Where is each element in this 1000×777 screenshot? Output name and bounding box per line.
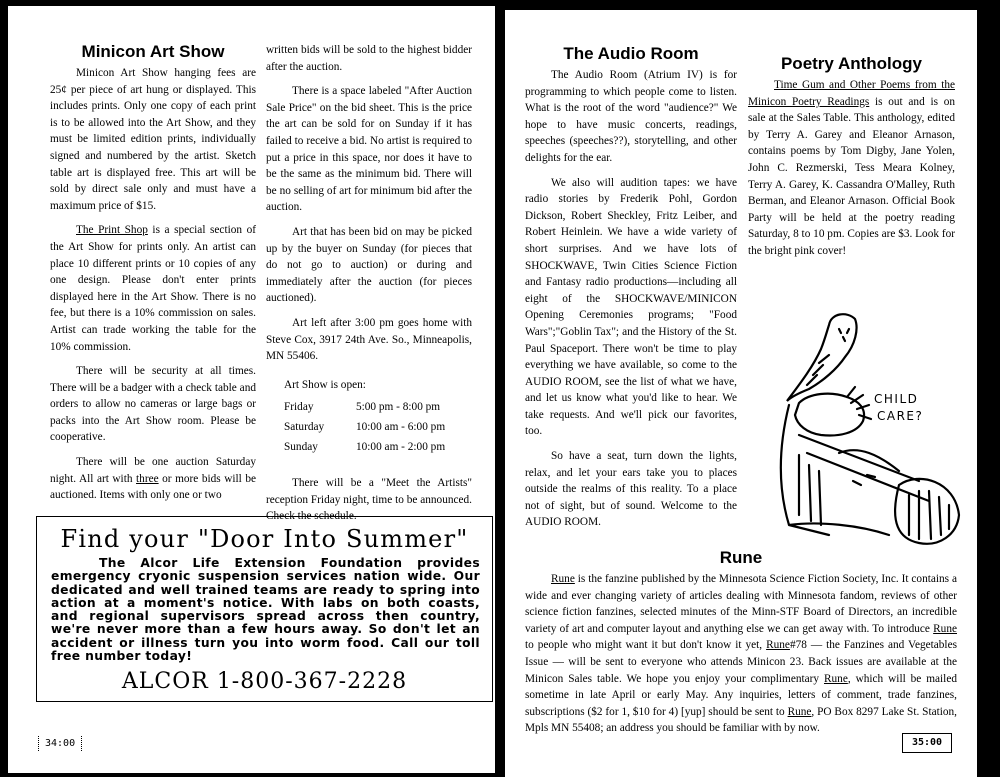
- rune-title: Rune: [719, 548, 763, 567]
- security-paragraph: There will be security at all times. There will be a badger with a check table and orders to allow no cameras or large bags or packs into the Art Show room. Please be cooperative.: [50, 365, 256, 444]
- audio-room-paragraph: The Audio Room (Atrium IV) is for programming to which people come to listen. What is the root of the word "audience?" We hope to have music concerts, readings, speeches (speeches??), storytelling, and other delights for the ear.: [525, 69, 737, 164]
- audio-room-column: [525, 44, 737, 539]
- art-show-column-1: [50, 42, 256, 512]
- poetry-book-title: Time Gum and Other Poems from the Minicon Poetry Readings: [748, 79, 955, 108]
- audio-room-title: The Audio Room: [563, 44, 699, 63]
- print-shop-paragraph: The Print Shop is a special section of the Art Show for prints only. An artist can place 10 different prints or 10 copies of any one design. Please don't enter prints displayed here in the Art Show. There is no fee, but there is a 10% commission on sales. Artist can trade working the table for the 10% commission.: [50, 224, 256, 353]
- meet-artists-paragraph: There will be a "Meet the Artists" reception Friday night, time to be announced. Check the schedule.: [266, 477, 472, 523]
- ad-body: The Alcor Life Extension Foundation provides emergency cryonic suspension services nation wide. Our dedicated and well trained teams are ready to spring into action at a moment's notice. With labs on both coasts, and regional supervisors spread across then country, we're never more than a few hours away. So don't let an accident or illness turn you into worm food. Call our toll free number today!: [51, 556, 480, 664]
- schedule-title: Art Show is open:: [284, 378, 366, 391]
- leftover-art-paragraph: Art left after 3:00 pm goes home with Steve Cox, 3917 24th Ave. So., Minneapolis, MN 55406.: [266, 316, 472, 363]
- alcor-advertisement: [36, 516, 493, 702]
- page-number-left: 34:00: [38, 736, 82, 751]
- art-show-column-2: [266, 42, 472, 533]
- cradle-drawing: [781, 405, 929, 535]
- art-show-title: Minicon Art Show: [81, 42, 225, 61]
- audio-room-paragraph: So have a seat, turn down the lights, relax, and let your ears take you to places outside the realms of this reality. To a place not of sight, but of sound. Welcome to the AUDIO ROOM.: [525, 450, 737, 529]
- art-show-schedule: [284, 377, 472, 458]
- poetry-column: [748, 54, 955, 268]
- ad-headline: Find your "Door Into Summer": [60, 525, 469, 553]
- auction-paragraph: There will be one auction Saturday night. All art with three or more bids will be auctioned. Items with only one or two: [50, 456, 257, 502]
- print-shop-link: The Print Shop: [76, 224, 148, 237]
- rune-paragraph: Rune is the fanzine published by the Minnesota Science Fiction Society, Inc. It contains a wide and ever changing variety of articles dealing with Minnesota fandom, reviews of other science fiction fanzines, selected minutes of the Minn-STF Board of Directors, an incredible variety of art and computer layout and anything else we can get away with. To introduce Rune to people who might want it but don't know it yet, Rune#78 — the Fanzines and Vegetables Issue — will be sent to everyone who attends Minicon 23. Back issues are available at the Minicon Sales table. We hope you enjoy your complimentary Rune, which will be mailed sometime in late April or early May. Any inquiries, letters of comment, trade fanzines, subscriptions ($2 for 1, $10 for 4) [yup] should be sent to Rune, PO Box 8297 Lake St. Station, Mpls MN 55408; an address you should be familiar with by now.: [525, 573, 957, 735]
- poetry-paragraph: Time Gum and Other Poems from the Minicon Poetry Readings is out and is on sale at the Sales Table. This anthology, edited by Terry A. Garey and Eleanor Arnason, contains poems by Tom Digby, Jane Yolen, John C. Rezmerski, Tess Meara Kolney, Terry A. Garey, K. Cassandra O'Malley, Ruth Berman, and Eleanor Arnason. Official Book Party will be held at the poetry reading Saturday, 8 to 10 pm. Copies are $3. Look for the bright pink cover!: [748, 79, 956, 257]
- poetry-title: Poetry Anthology: [780, 54, 923, 73]
- right-page: [505, 10, 977, 777]
- owl-drawing: [787, 314, 857, 401]
- after-auction-paragraph: There is a space labeled "After Auction Sale Price" on the bid sheet. This is the price the art can be sold for on Sunday if it has failed to receive a bid. No artist is required to put a price in this space, nor does it have to be the same as the minimum bid. There will be no selling of art for minimum bid after the auction.: [266, 85, 472, 214]
- left-page: [8, 6, 495, 773]
- page-number-right: 35:00: [902, 733, 952, 753]
- schedule-row: Saturday 10:00 am - 6:00 pm: [284, 421, 446, 434]
- schedule-row: Sunday 10:00 am - 2:00 pm: [284, 441, 446, 454]
- rune-section: [525, 548, 957, 737]
- art-show-paragraph: Minicon Art Show hanging fees are 25¢ per piece of art hung or displayed. This includes prints. Only one copy of each print is to be allowed into the Art Show, and they must be limited edition prints, individually signed and numbered by the artist. Sketch table art is displayed free. This art will be sold by direct sale only and must have a maximum price of $15.: [50, 67, 256, 212]
- pickup-paragraph: Art that has been bid on may be picked up by the buyer on Sunday (for pieces that do not go to auction) or during and immediately after the auction (for pieces auctioned).: [266, 225, 472, 305]
- ad-phone-number: ALCOR 1-800-367-2228: [121, 669, 408, 695]
- auction-paragraph-continued: written bids will be sold to the highest bidder after the auction.: [266, 44, 472, 73]
- illustration-caption-line-2: CARE?: [877, 409, 924, 423]
- audio-room-paragraph: We also will audition tapes: we have radio stories by Frederik Pohl, Gordon Dickson, Robert Sheckley, Fritz Leiber, and Robert Heinlein. We have a wide variety of short surprises. And we have lots of SHOCKWAVE, Twin Cities Science Fiction and Fantasy radio productions—including all eight of the SHOCKWAVE/MINICON Opening Ceremonies programs; "Food Wars";"Goblin Tax"; and the History of the St. Paul Spaceport. There won't be time to play everything we have available, so come to the AUDIO ROOM, see the list of what we have, and let us know what you'd like to hear. We take requests. And we'll pick our favorites, too.: [525, 176, 737, 438]
- schedule-row: Friday 5:00 pm - 8:00 pm: [284, 401, 441, 414]
- illustration-caption-line-1: CHILD: [874, 392, 919, 406]
- owl-cradle-illustration: [759, 285, 969, 545]
